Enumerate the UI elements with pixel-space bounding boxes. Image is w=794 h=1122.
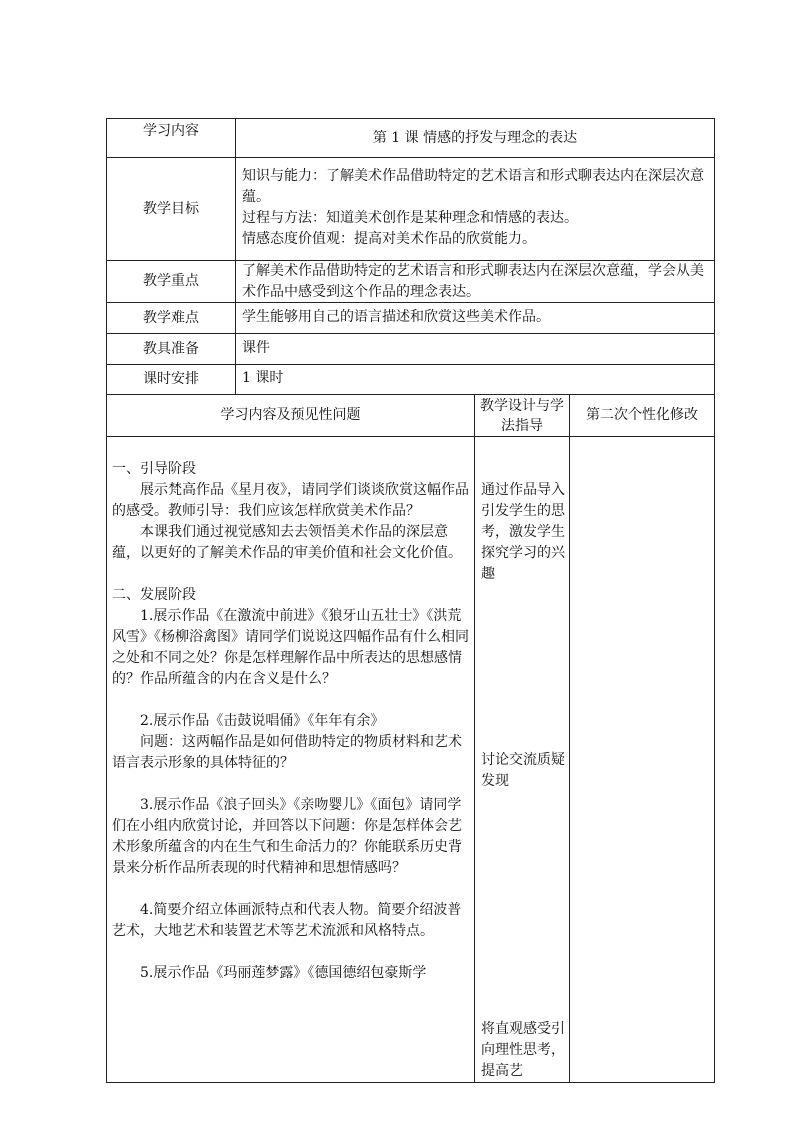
objective-knowledge: 知识与能力：了解美术作品借助特定的艺术语言和形式聊表达内在深层次意蕴。	[242, 168, 704, 205]
objective-attitude: 情感态度价值观：提高对美术作品的欣赏能力。	[242, 231, 536, 247]
header-second-revision: 第二次个性化修改	[586, 407, 698, 423]
rule-right	[714, 118, 715, 1083]
develop-item-5: 5.展示作品《玛丽莲梦露》《德国德绍包豪斯学	[140, 965, 427, 981]
label-class-hours: 课时安排	[143, 371, 199, 387]
teaching-aids-text: 课件	[242, 340, 270, 356]
guidance-3: 将直观感受引向理性思考，提高艺	[481, 1021, 565, 1079]
header-content-questions: 学习内容及预见性问题	[220, 407, 361, 423]
rule-7	[106, 436, 715, 437]
guidance-2: 讨论交流质疑发现	[481, 752, 565, 789]
label-teaching-aids: 教具准备	[143, 340, 199, 357]
label-difficult-points: 教学难点	[143, 309, 199, 326]
develop-item-1: 1.展示作品《在激流中前进》《狼牙山五壮士》《洪荒风雪》《杨柳浴禽图》请同学们说说这四幅作品有什么相同之处和不同之处？你是怎样理解作品中所表达的思想感情的？作品所蕴含的内在含义是什么？	[112, 608, 469, 687]
rule-label-col	[235, 118, 236, 395]
lesson-title: 第 1 课 情感的抒发与理念的表达	[372, 129, 578, 146]
header-design-guidance: 教学设计与学法指导	[480, 397, 564, 434]
difficult-points-text: 学生能够用自己的语言描述和欣赏这些美术作品。	[242, 309, 550, 325]
section-guide-para-2: 本课我们通过视觉感知去去领悟美术作品的深层意蕴，以更好的了解美术作品的审美价值和社会文化价值。	[112, 524, 462, 561]
objective-process: 过程与方法：知道美术创作是某种理念和情感的表达。	[242, 210, 578, 226]
develop-item-2-question: 问题：这两幅作品是如何借助特定的物质材料和艺术语言表示形象的具体特征的？	[112, 734, 462, 771]
lesson-content	[112, 459, 470, 1081]
class-hours-text: 1 课时	[242, 370, 284, 386]
rule-col2	[474, 394, 475, 1083]
objectives-text	[242, 166, 710, 256]
guidance-1: 通过作品导入引发学生的思考，激发学生探究学习的兴趣	[481, 482, 565, 582]
rule-bottom	[106, 1082, 715, 1083]
label-study-content: 学习内容	[143, 122, 199, 139]
develop-item-3: 3.展示作品《浪子回头》《亲吻婴儿》《面包》请同学们在小组内欣赏讨论，并回答以下问题：你是怎样体会艺术形象所蕴含的内在生气和生命活力的？你能联系历史背景来分析作品所表现的时代精神和思想情感吗？	[112, 797, 462, 876]
section-guide-title: 一、引导阶段	[112, 461, 196, 477]
section-guide-para-1: 展示梵高作品《星月夜》，请同学们谈谈欣赏这幅作品的感受。教师引导：我们应该怎样欣赏美术作品？	[112, 482, 469, 519]
label-key-points: 教学重点	[143, 273, 199, 289]
key-points-text: 了解美术作品借助特定的艺术语言和形式聊表达内在深层次意蕴，学会从美术作品中感受到这个作品的理念表达。	[242, 263, 704, 300]
develop-item-2: 2.展示作品《击鼓说唱俑》《年年有余》	[140, 713, 385, 729]
section-develop-title: 二、发展阶段	[112, 587, 196, 603]
rule-col3	[569, 394, 570, 1083]
develop-item-4: 4.简要介绍立体画派特点和代表人物。简要介绍波普艺术，大地艺术和装置艺术等艺术流派和风格特点。	[112, 902, 462, 939]
label-objectives: 教学目标	[143, 200, 199, 217]
